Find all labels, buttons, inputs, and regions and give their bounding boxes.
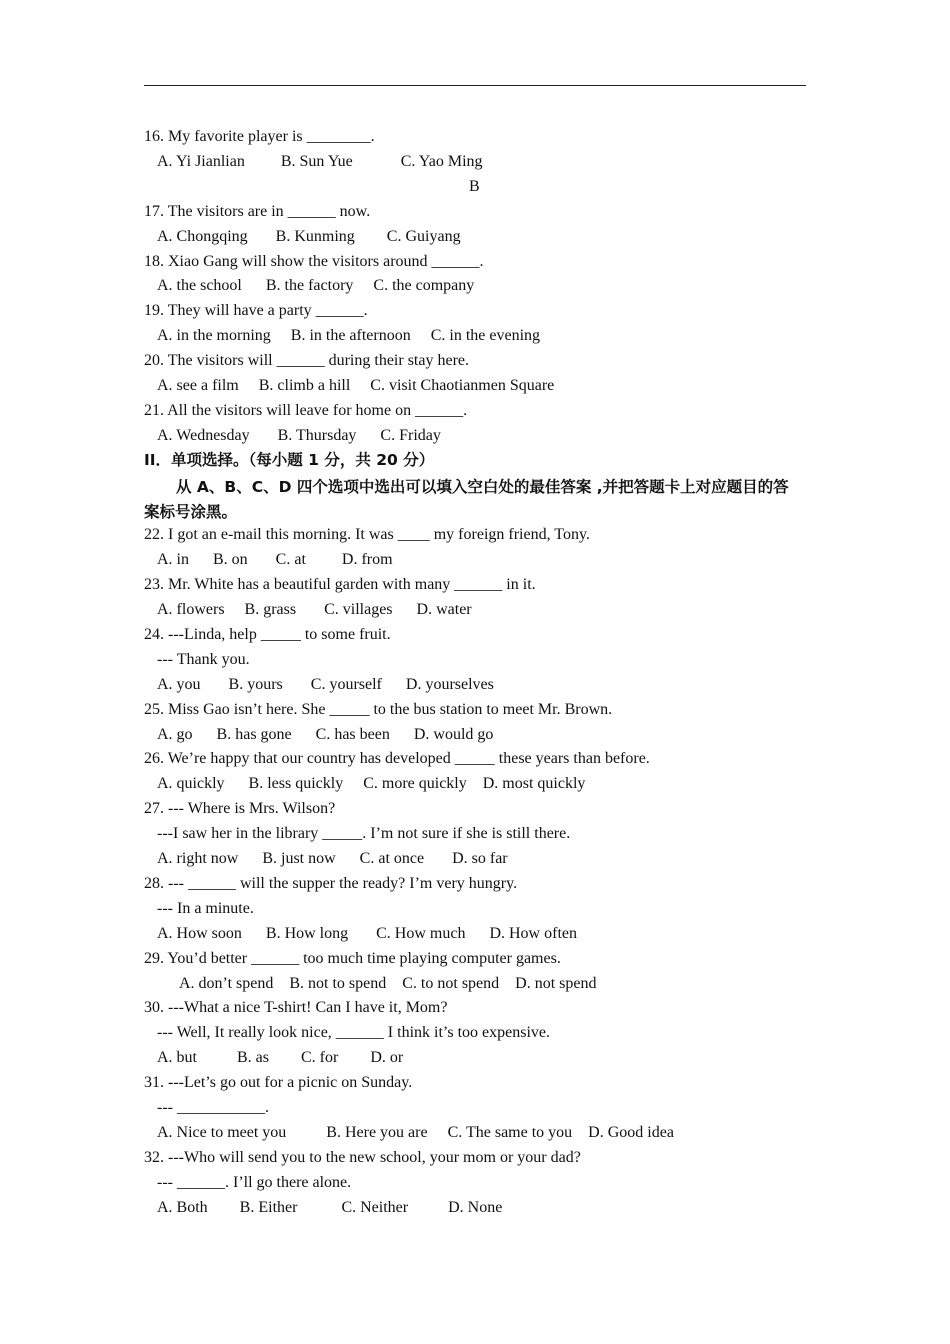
section-instruction: 从 A、B、C、D 四个选项中选出可以填入空白处的最佳答案 ,并把答题卡上对应题目的答 — [176, 478, 789, 496]
question-24: 24. ---Linda, help _____ to some fruit. — [144, 626, 391, 643]
section-heading: II．单项选择。（每小题 1 分，共 20 分） — [144, 451, 435, 469]
options-17: A. Chongqing B. Kunming C. Guiyang — [157, 228, 461, 245]
question-27: 27. --- Where is Mrs. Wilson? — [144, 800, 336, 817]
question-20: 20. The visitors will ______ during their stay here. — [144, 352, 469, 369]
question-18: 18. Xiao Gang will show the visitors around ______. — [144, 253, 484, 270]
options-20: A. see a film B. climb a hill C. visit Chaotianmen Square — [157, 377, 555, 394]
question-22: 22. I got an e-mail this morning. It was ____ my foreign friend, Tony. — [144, 526, 590, 543]
options-19: A. in the morning B. in the afternoon C. in the evening — [157, 327, 541, 344]
question-23: 23. Mr. White has a beautiful garden with many ______ in it. — [144, 576, 536, 593]
options-29: A. don’t spend B. not to spend C. to not spend D. not spend — [179, 975, 597, 992]
question-27-reply: ---I saw her in the library _____. I’m not sure if she is still there. — [157, 825, 571, 842]
question-26: 26. We’re happy that our country has developed _____ these years than before. — [144, 750, 650, 767]
question-32: 32. ---Who will send you to the new school, your mom or your dad? — [144, 1149, 581, 1166]
options-32: A. Both B. Either C. Neither D. None — [157, 1199, 503, 1216]
question-19: 19. They will have a party ______. — [144, 302, 368, 319]
question-31-reply: --- ___________. — [157, 1099, 269, 1116]
question-32-reply: --- ______. I’ll go there alone. — [157, 1174, 352, 1191]
options-30: A. but B. as C. for D. or — [157, 1049, 404, 1066]
question-28: 28. --- ______ will the supper the ready? I’m very hungry. — [144, 875, 518, 892]
options-26: A. quickly B. less quickly C. more quickly D. most quickly — [157, 775, 586, 792]
options-18: A. the school B. the factory C. the company — [157, 277, 475, 294]
answer-marker: B — [469, 178, 480, 195]
question-17: 17. The visitors are in ______ now. — [144, 203, 371, 220]
question-30-reply: --- Well, It really look nice, ______ I think it’s too expensive. — [157, 1024, 550, 1041]
options-25: A. go B. has gone C. has been D. would go — [157, 726, 494, 743]
header-rule — [144, 85, 806, 86]
question-30: 30. ---What a nice T-shirt! Can I have it, Mom? — [144, 999, 448, 1016]
question-25: 25. Miss Gao isn’t here. She _____ to the bus station to meet Mr. Brown. — [144, 701, 613, 718]
question-31: 31. ---Let’s go out for a picnic on Sunday. — [144, 1074, 413, 1091]
question-21: 21. All the visitors will leave for home on ______. — [144, 402, 468, 419]
options-24: A. you B. yours C. yourself D. yourselves — [157, 676, 494, 693]
options-22: A. in B. on C. at D. from — [157, 551, 393, 568]
section-instruction-cont: 案标号涂黑。 — [144, 503, 238, 521]
options-28: A. How soon B. How long C. How much D. How often — [157, 925, 577, 942]
options-27: A. right now B. just now C. at once D. so far — [157, 850, 508, 867]
question-24-reply: --- Thank you. — [157, 651, 250, 668]
question-28-reply: --- In a minute. — [157, 900, 254, 917]
question-29: 29. You’d better ______ too much time playing computer games. — [144, 950, 561, 967]
options-31: A. Nice to meet you B. Here you are C. The same to you D. Good idea — [157, 1124, 674, 1141]
options-21: A. Wednesday B. Thursday C. Friday — [157, 427, 441, 444]
options-23: A. flowers B. grass C. villages D. water — [157, 601, 472, 618]
question-16: 16. My favorite player is ________. — [144, 128, 375, 145]
options-16: A. Yi Jianlian B. Sun Yue C. Yao Ming — [157, 153, 483, 170]
